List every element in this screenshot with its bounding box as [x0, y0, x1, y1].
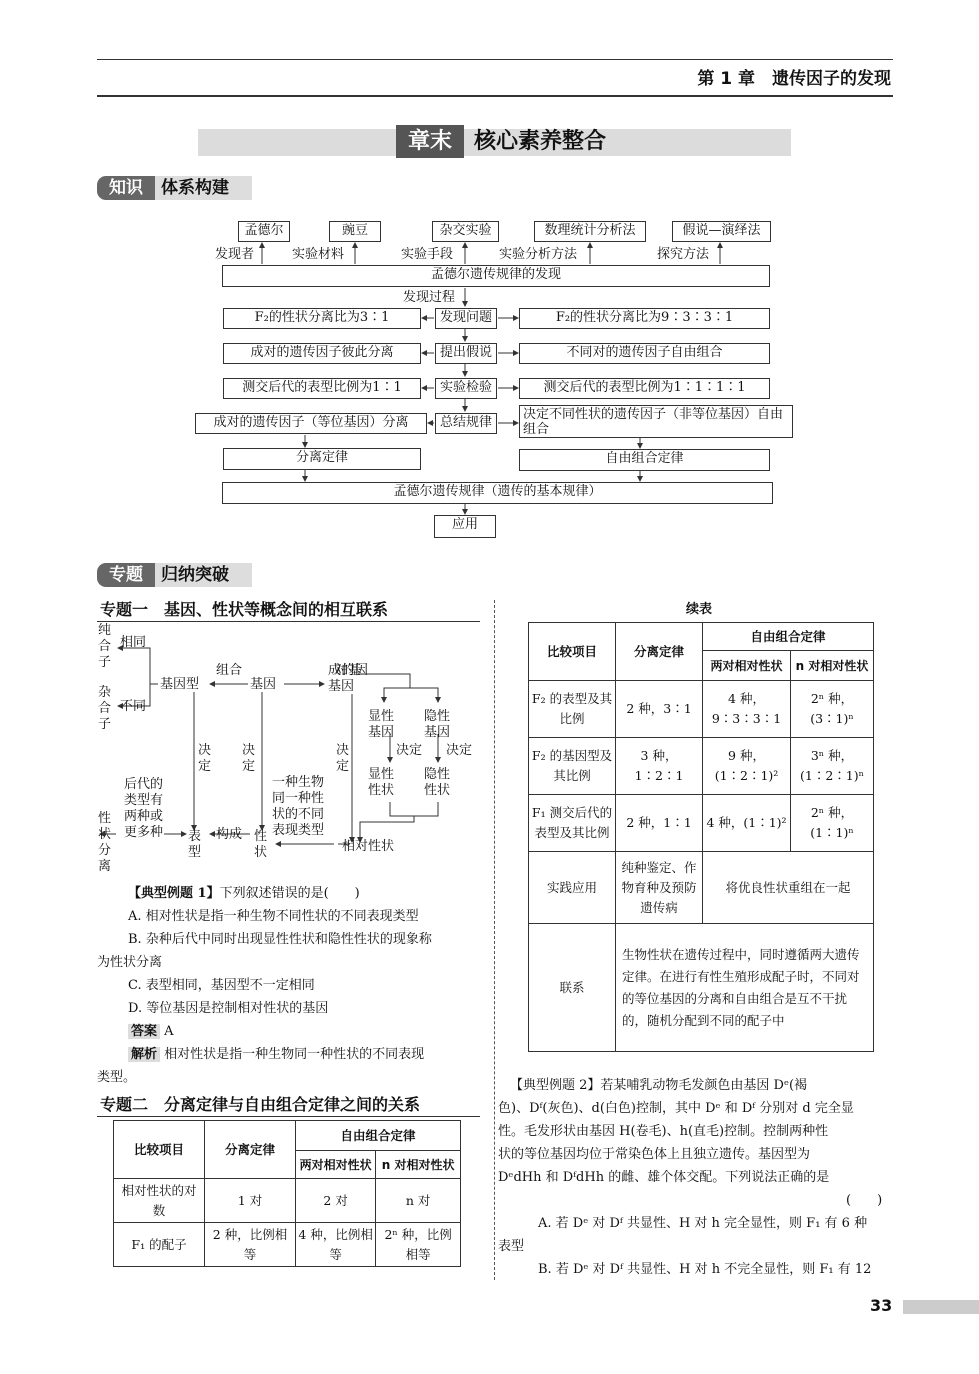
ct-r3-c2: 4 种，(1∶1)² [703, 795, 791, 852]
rt-r2-c0: F₁ 的配子 [114, 1223, 205, 1267]
ct-h-n: n 对相对性状 [791, 651, 874, 681]
ex1-explain [128, 1044, 424, 1066]
ct-link-label: 联系 [529, 924, 616, 1052]
dg-jue-3b: 定 [336, 759, 350, 774]
ct-r1-c3: 2ⁿ 种，(3∶1)ⁿ [791, 681, 874, 738]
flow-box-pea: 豌豆 [329, 221, 381, 242]
dg-houdai-3: 两种或 [124, 809, 164, 824]
ct-r1-c1: 2 种，3∶1 [616, 681, 703, 738]
ex1-ans-label: 答案 [128, 1024, 160, 1039]
ex1-option-b2: 为性状分离 [97, 955, 163, 970]
section1-title: 体系构建 [161, 178, 229, 198]
flow-law-free: 自由组合定律 [519, 449, 770, 471]
chapter-header: 第 1 章 遗传因子的发现 [697, 69, 891, 89]
ex1-exp-label: 解析 [128, 1047, 160, 1062]
dg-chengdui: 成对的基因 [328, 663, 368, 678]
section2-tag: 专题 [97, 563, 155, 587]
ct-link-text: 生物性状在遗传过程中，同时遵循两大遗传定律。在进行有性生殖形成配子时，不同对的等位基因的分离和自由组合是互不干扰的，随机分配到不同的配子中 [616, 924, 874, 1052]
concept-diagram [90, 622, 485, 880]
page-strip [903, 1300, 979, 1314]
flow-label-analysis: 实验分析方法 [499, 247, 578, 262]
dg-xiangtong: 相同 [120, 635, 147, 650]
dg-jiyinxing: 基因型 [160, 677, 200, 692]
ex1-answer [128, 1021, 174, 1043]
dg-jiyin: 基因 [250, 677, 277, 692]
ct-r2-c1: 3 种，1∶2∶1 [616, 738, 703, 795]
ct-r3-c3: 2ⁿ 种，(1∶1)ⁿ [791, 795, 874, 852]
flow-left-1: F₂的性状分离比为3∶1 [223, 308, 421, 329]
dg-xzfl-3: 分 [98, 843, 112, 858]
dg-jue-3a: 决 [336, 743, 350, 758]
ex1-head: 【典型例题 1】 [128, 886, 220, 901]
flow-step-2: 提出假说 [435, 343, 497, 364]
ct-h-free: 自由组合定律 [703, 623, 874, 651]
banner-tag: 章末 [396, 125, 464, 158]
flow-step-3: 实验检验 [435, 378, 497, 399]
ct-r1-c2: 4 种，9∶3∶3∶1 [703, 681, 791, 738]
ex2-line1: 【典型例题 2】若某哺乳动物毛发颜色由基因 Dᵉ(褐 [510, 1078, 808, 1093]
flow-right-2: 不同对的遗传因子自由组合 [519, 343, 770, 364]
ex2-option-a2: 表型 [498, 1239, 525, 1254]
rt-h-n: n 对相对性状 [376, 1151, 461, 1179]
ex1-q: 下列叙述错误的是( ) [219, 886, 360, 901]
flow-left-3: 测交后代的表型比例为1∶1 [223, 378, 421, 399]
dg-xianxing-jy: 显性 [368, 709, 395, 724]
ex1-option-b1: B. 杂种后代中同时出现显性性状和隐性性状的现象称 [128, 932, 432, 947]
flow-label-material: 实验材料 [292, 247, 345, 262]
dg-jue-2b: 定 [242, 759, 256, 774]
dg-xzfl-4: 离 [98, 859, 112, 874]
dg-yinxing-jy: 隐性 [424, 709, 451, 724]
ex1-option-d: D. 等位基因是控制相对性状的基因 [128, 1001, 329, 1016]
section1-tag: 知识 [97, 176, 155, 200]
rt-r1-c0: 相对性状的对数 [114, 1179, 205, 1223]
dg-zuhe: 组合 [216, 663, 243, 678]
ct-practice-free: 将优良性状重组在一起 [703, 852, 874, 924]
ct-h-two: 两对相对性状 [703, 651, 791, 681]
dg-xianxing-jy-2: 基因 [368, 725, 395, 740]
flow-label-method: 探究方法 [657, 247, 710, 262]
dg-chun-1: 纯合子 [98, 623, 112, 670]
dg-yizhong-3: 状的不同 [272, 807, 325, 822]
ex2-line2: 色)、Dᶠ(灰色)、d(白色)控制，其中 Dᵉ 和 Dᶠ 分别对 d 完全显 [498, 1101, 854, 1116]
column-divider [494, 600, 495, 1280]
dg-jue-2a: 决 [242, 743, 256, 758]
ct-h-sep: 分离定律 [616, 623, 703, 681]
ct-r2-c3: 3ⁿ 种，(1∶2∶1)ⁿ [791, 738, 874, 795]
dg-butong: 不同 [120, 699, 147, 714]
dg-xiangdui: 相对性状 [342, 839, 395, 854]
ex2-option-b1: B. 若 Dᵉ 对 Dᶠ 共显性、H 对 h 不完全显性，则 F₁ 有 12 [538, 1262, 872, 1277]
section2-title: 归纳突破 [161, 565, 229, 585]
ct-practice-sep: 纯种鉴定、作物育种及预防遗传病 [616, 852, 703, 924]
dg-zhuang: 状 [254, 845, 268, 860]
topic1-title: 专题一 基因、性状等概念间的相互联系 [100, 600, 389, 619]
rt-h-two: 两对相对性状 [296, 1151, 376, 1179]
dg-houdai-1: 后代的 [124, 777, 164, 792]
ex1-option-a: A. 相对性状是指一种生物不同性状的不同表现类型 [128, 909, 419, 924]
ex1-ans: A [164, 1024, 174, 1039]
ct-r3-c0: F₁ 测交后代的表型及其比例 [529, 795, 616, 852]
rt-r2-c1: 2 种，比例相等 [205, 1223, 296, 1267]
flow-label-discoverer: 发现者 [215, 247, 255, 262]
dg-yinxing-xz-2: 性状 [424, 783, 451, 798]
flow-right-3: 测交后代的表型比例为1∶1∶1∶1 [519, 378, 770, 399]
ex2-paren: ( ) [846, 1193, 883, 1208]
ct-r3-c1: 2 种，1∶1 [616, 795, 703, 852]
ct-r2-c2: 9 种，(1∶2∶1)² [703, 738, 791, 795]
flow-app: 应用 [434, 515, 496, 538]
dg-houdai-2: 类型有 [124, 793, 164, 808]
dg-yinxing-jy-2: 基因 [424, 725, 451, 740]
dg-biao: 表 [188, 829, 202, 844]
flow-law-separation: 分离定律 [223, 448, 421, 470]
rt-r2-c3: 2ⁿ 种，比例相等 [376, 1223, 461, 1267]
dg-za: 杂合子 [98, 685, 112, 732]
flow-label-means: 实验手段 [401, 247, 454, 262]
flow-left-2: 成对的遗传因子彼此分离 [223, 343, 421, 364]
dg-jue-1a: 决 [198, 743, 212, 758]
ct-r1-c0: F₂ 的表型及其比例 [529, 681, 616, 738]
ex1-exp1: 相对性状是指一种生物同一种性状的不同表现 [164, 1047, 425, 1062]
ex1-question [128, 883, 360, 905]
dg-yizhong-4: 表现类型 [272, 823, 325, 838]
dg-xzfl-1: 性 [98, 811, 112, 826]
ex2-line5: DᵉdHh 和 DᶠdHh 的雌、雄个体交配。下列说法正确的是 [498, 1170, 830, 1185]
ex1-option-c: C. 表型相同，基因型不一定相同 [128, 978, 315, 993]
cont-table [528, 622, 874, 1052]
flow-law-all: 孟德尔遗传规律（遗传的基本规律） [222, 482, 773, 504]
page-number: 33 [870, 1296, 893, 1315]
flow-right-4: 决定不同性状的遗传因子（非等位基因）自由组合 [519, 405, 793, 438]
rt-h-free: 自由组合定律 [296, 1121, 461, 1151]
rt-r2-c2: 4 种，比例相等 [296, 1223, 376, 1267]
dg-chengdui-2: 基因 [328, 679, 355, 694]
rt-r1-c1: 1 对 [205, 1179, 296, 1223]
ct-h-item: 比较项目 [529, 623, 616, 681]
flow-process-label: 发现过程 [403, 290, 456, 305]
dg-xzfl-2: 状 [98, 827, 112, 842]
ct-practice-label: 实践应用 [529, 852, 616, 924]
dg-yizhong-1: 一种生物 [272, 775, 325, 790]
dg-xing2: 性 [254, 829, 268, 844]
banner-title: 核心素养整合 [474, 129, 607, 154]
rt-r1-c3: n 对 [376, 1179, 461, 1223]
ex1-explain-2: 类型。 [97, 1070, 137, 1085]
flow-box-hypo: 假说—演绎法 [672, 221, 771, 242]
flow-main: 孟德尔遗传规律的发现 [222, 265, 770, 287]
ex2-line3: 性。毛发形状由基因 H(卷毛)、h(直毛)控制。控制两种性 [498, 1124, 829, 1139]
dg-xianxing-xz: 显性 [368, 767, 395, 782]
flow-box-mendel: 孟德尔 [238, 221, 290, 242]
dg-yizhong-2: 同一种性 [272, 791, 325, 806]
rt-h-sep: 分离定律 [205, 1121, 296, 1179]
flow-box-cross: 杂交实验 [432, 221, 499, 242]
rt-h-item: 比较项目 [114, 1121, 205, 1179]
ct-r2-c0: F₂ 的基因型及其比例 [529, 738, 616, 795]
flow-right-1: F₂的性状分离比为9∶3∶3∶1 [519, 308, 770, 329]
dg-yinxing-xz: 隐性 [424, 767, 451, 782]
flow-box-stats: 数理统计分析法 [534, 221, 646, 242]
ex2-line4: 状的等位基因均位于常染色体上且独立遗传。基因型为 [498, 1147, 811, 1162]
cont-caption: 续表 [686, 602, 713, 617]
flow-left-4: 成对的遗传因子（等位基因）分离 [195, 413, 427, 434]
dg-jueding-2: 决定 [446, 743, 473, 758]
dg-jueding-1: 决定 [396, 743, 423, 758]
dg-xianxing-xz-2: 性状 [368, 783, 395, 798]
rt-r1-c2: 2 对 [296, 1179, 376, 1223]
topic2-title: 专题二 分离定律与自由组合定律之间的关系 [100, 1095, 421, 1114]
flow-step-4: 总结规律 [435, 413, 497, 434]
dg-houdai-4: 更多种 [124, 825, 164, 840]
dg-jue-1b: 定 [198, 759, 212, 774]
ex2-option-a1: A. 若 Dᵉ 对 Dᶠ 共显性、H 对 h 完全显性，则 F₁ 有 6 种 [538, 1216, 868, 1231]
dg-xing: 型 [188, 845, 202, 860]
flow-step-1: 发现问题 [435, 308, 497, 329]
relation-table [113, 1120, 461, 1267]
dg-goucheng: 构成 [216, 827, 243, 842]
